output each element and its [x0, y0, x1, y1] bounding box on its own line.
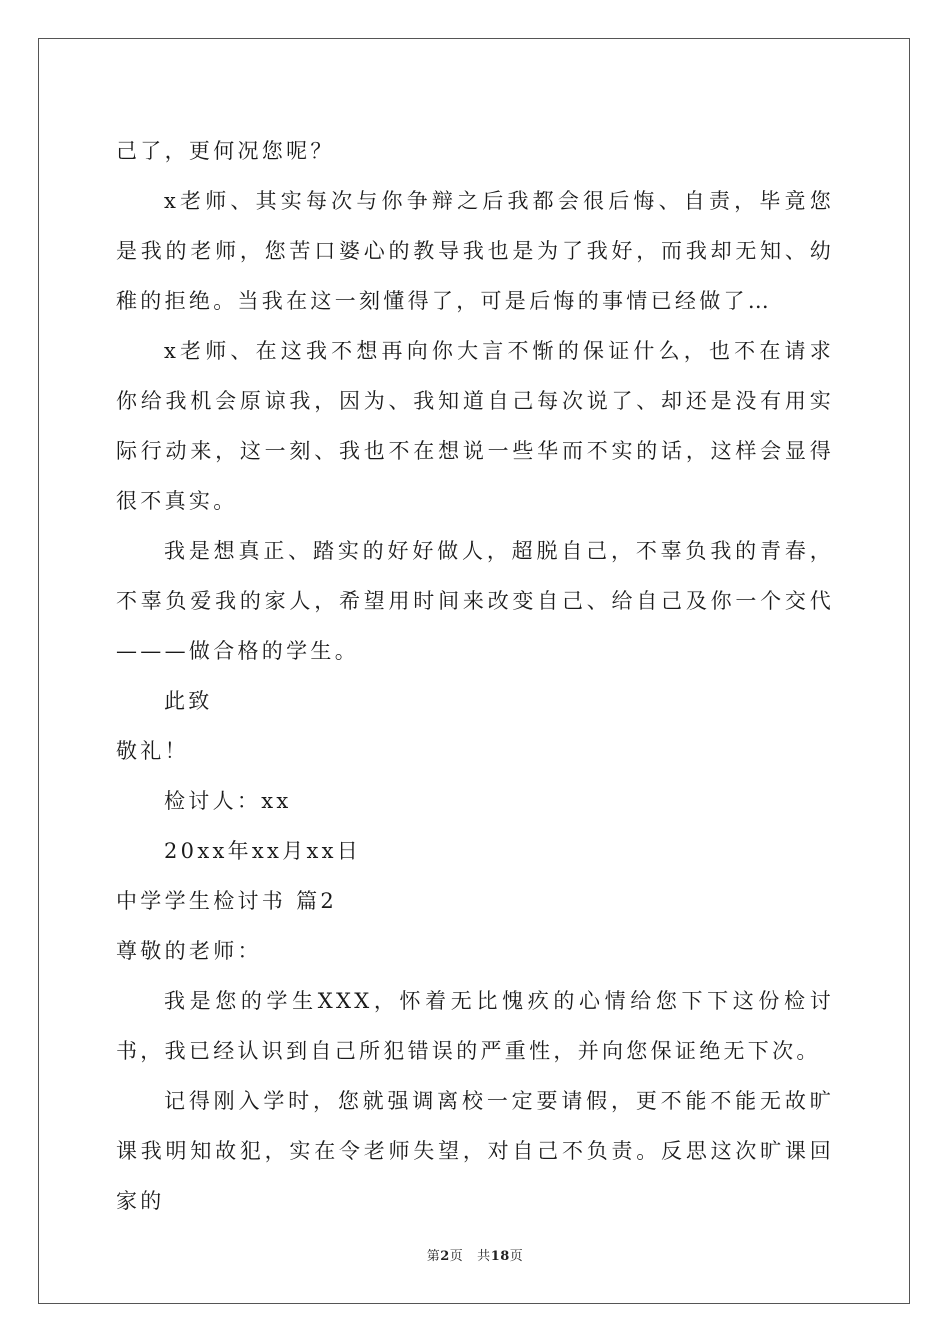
paragraph: 我是您的学生XXX，怀着无比愧疚的心情给您下下这份检讨书，我已经认识到自己所犯错误的严重性，并向您保证绝无下次。 — [116, 989, 834, 1063]
paragraph: 敬礼！ — [116, 739, 189, 763]
page-footer — [0, 1245, 950, 1264]
footer-total-suffix: 页 — [509, 1249, 524, 1264]
document-body — [116, 126, 834, 1226]
footer-page-suffix: 页 — [449, 1249, 464, 1264]
paragraph: 记得刚入学时，您就强调离校一定要请假，更不能不能无故旷课我明知故犯，实在令老师失望，对自己不负责。反思这次旷课回家的 — [116, 1089, 834, 1213]
paragraph: 20xx年xx月xx日 — [164, 839, 362, 863]
footer-page-prefix: 第 — [426, 1249, 441, 1264]
paragraph: 此致 — [164, 689, 213, 713]
footer-page-number: 2 — [440, 1249, 450, 1264]
footer-total-number: 18 — [490, 1249, 510, 1264]
paragraph: x老师、在这我不想再向你大言不惭的保证什么，也不在请求你给我机会原谅我，因为、我知道自己每次说了、却还是没有用实际行动来，这一刻、我也不在想说一些华而不实的话，这样会显得很不真实。 — [116, 339, 834, 513]
paragraph: 尊敬的老师： — [116, 939, 262, 963]
paragraph: 我是想真正、踏实的好好做人，超脱自己，不辜负我的青春，不辜负爱我的家人，希望用时间来改变自己、给自己及你一个交代———做合格的学生。 — [116, 539, 834, 663]
paragraph: x老师、其实每次与你争辩之后我都会很后悔、自责，毕竟您是我的老师，您苦口婆心的教导我也是为了我好，而我却无知、幼稚的拒绝。当我在这一刻懂得了，可是后悔的事情已经做了… — [116, 189, 834, 313]
paragraph: 中学学生检讨书 篇2 — [116, 889, 338, 913]
footer-total-prefix: 共 — [477, 1249, 491, 1264]
paragraph: 检讨人：xx — [164, 789, 292, 813]
paragraph: 己了，更何况您呢？ — [116, 139, 335, 163]
